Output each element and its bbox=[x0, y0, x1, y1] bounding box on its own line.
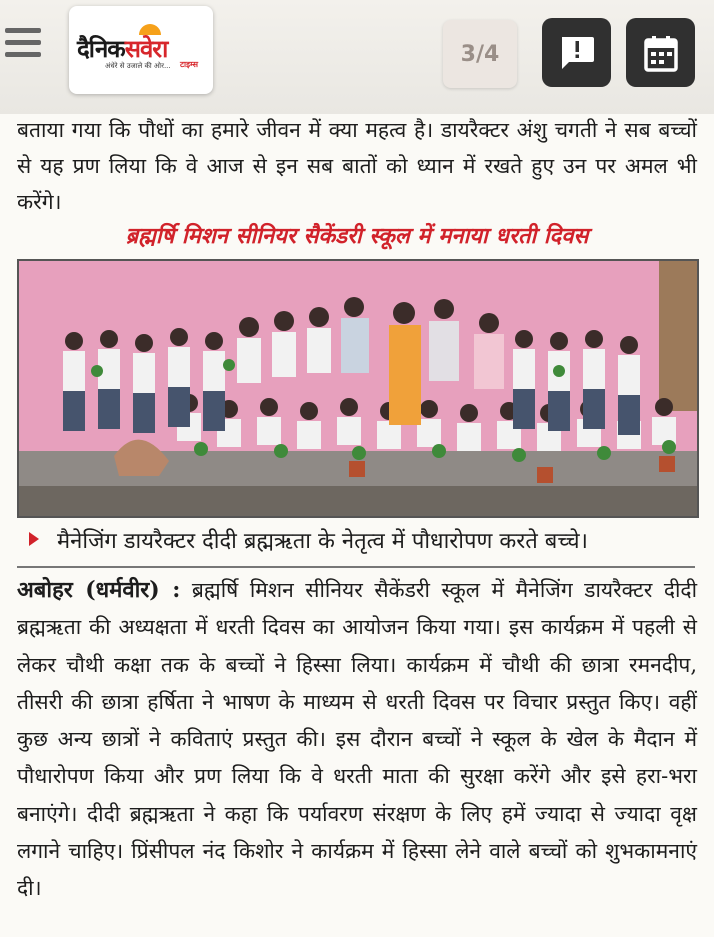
intro-paragraph: बताया गया कि पौधों का हमारे जीवन में क्या महत्व है। डायरैक्टर अंशु चगती ने सब बच्चों से यह प्रण लिया कि वे आज से इन सब बातों को ध्यान में रखते हुए उन पर अमल भी करेंगे। bbox=[17, 118, 697, 214]
report-alert-icon bbox=[557, 33, 597, 73]
article-headline: ब्रह्मर्षि मिशन सीनियर सैकेंडरी स्कूल में मनाया धरती दिवस bbox=[125, 223, 589, 249]
students-planting-photo bbox=[19, 261, 697, 516]
caption-divider bbox=[17, 566, 695, 568]
logo-title-part2: सवेरा bbox=[124, 35, 168, 63]
calendar-button[interactable] bbox=[626, 18, 695, 87]
article-body bbox=[17, 572, 697, 908]
menu-icon[interactable] bbox=[5, 28, 41, 58]
page-indicator: 3/4 bbox=[443, 20, 517, 88]
report-button[interactable] bbox=[542, 18, 611, 87]
logo-tagline: अंधेरे से उजाले की ओर... bbox=[105, 62, 171, 70]
logo-title bbox=[77, 32, 167, 65]
next-headline-fragment bbox=[60, 928, 480, 936]
article-body-text: ब्रह्मर्षि मिशन सीनियर सैकेंडरी स्कूल में मैनेजिंग डायरैक्टर दीदी ब्रह्मऋता की अध्यक्षता में धरती दिवस का आयोजन किया गया। इस कार्यक्रम में पहली से लेकर चौथी कक्षा तक के बच्चों ने हिस्सा लिया। कार्यक्रम में चौथी की छात्रा रमनदीप, तीसरी की छात्रा हर्षिता ने भाषण के माध्यम से धरती दिवस पर विचार प्रस्तुत किए। वहीं कुछ अन्य छात्रों ने कविताएं प्रस्तुत की। इस दौरान बच्चों ने स्कूल के खेल के मैदान में पौधारोपण किया और प्रण लिया कि वे धरती माता की सुरक्षा करेंगे और इसे हरा-भरा बनाएंगे। दीदी ब्रह्मऋता ने कहा कि पर्यावरण संरक्षण के लिए हमें ज्यादा से ज्यादा वृक्ष लगाने चाहिए। प्रिंसीपल नंद किशोर ने कार्यक्रम में हिस्सा लेने वाले बच्चों को शुभकामनाएं दी। bbox=[17, 578, 698, 901]
top-toolbar bbox=[0, 0, 714, 114]
article-dateline: अबोहर (धर्मवीर) : bbox=[17, 577, 181, 603]
newspaper-logo[interactable] bbox=[69, 6, 213, 94]
logo-times: टाइम्स bbox=[180, 60, 199, 69]
logo-title-part1: दैनिक bbox=[77, 35, 125, 63]
article-photo[interactable] bbox=[17, 259, 699, 518]
caption-arrow-icon bbox=[29, 532, 39, 546]
calendar-icon bbox=[641, 33, 681, 73]
photo-caption: मैनेजिंग डायरैक्टर दीदी ब्रह्मऋता के नेतृत्व में पौधारोपण करते बच्चे। bbox=[57, 529, 588, 554]
photo-caption-row bbox=[17, 522, 697, 562]
